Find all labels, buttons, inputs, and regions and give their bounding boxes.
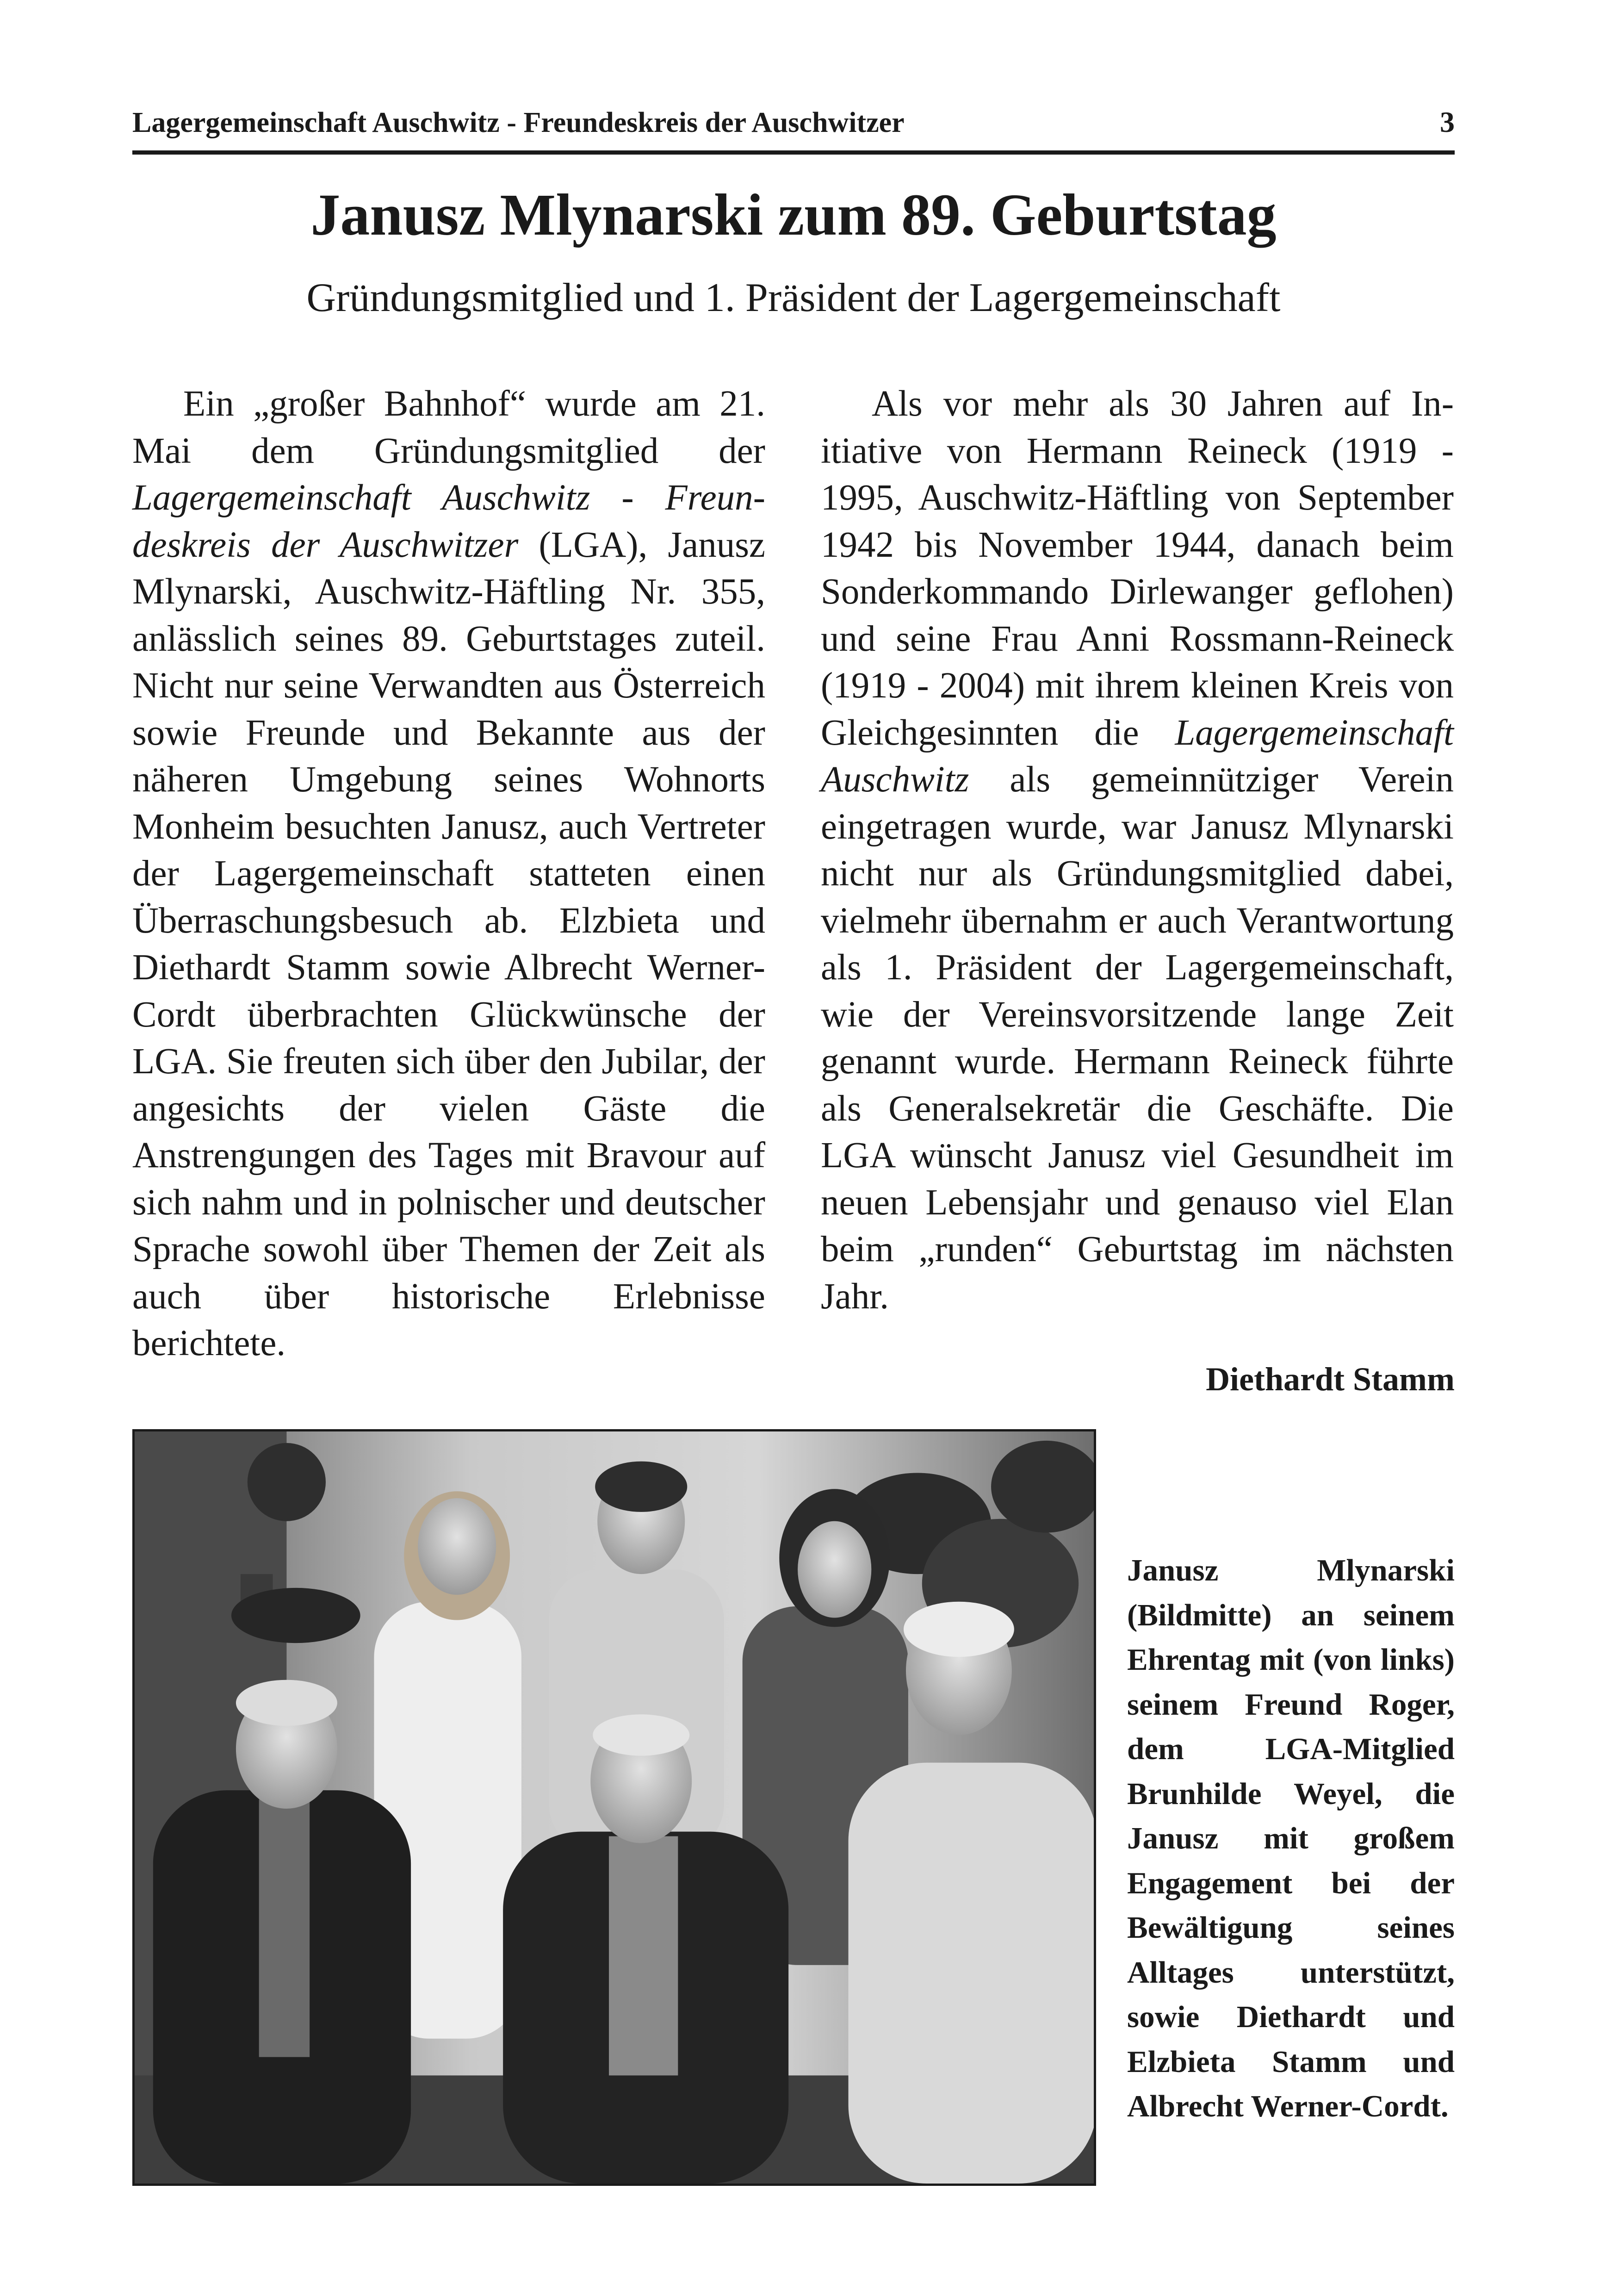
right-paragraph [821,380,1454,1320]
article-subtitle: Gründungsmitglied und 1. Präsident der Lagergemeinschaft [306,275,1281,320]
left-text-body: (LGA), Janusz Mlynarski, Auschwitz-Häftling Nr. 355, anlässlich seines 89. Geburtstages zuteil. Nicht nur seine Verwandten aus Österreich sowie Freunde und Bekannte aus der näheren Umgebung seines Wohnorts Monheim besuchten Janusz, auch Vertreter der Lagergemeinschaft statteten einen Überraschungsbesuch ab. Elzbieta und Diethardt Stamm sowie Albrecht Werner-Cordt überbrachten Glückwünsche der LGA. Sie freuten sich über den Jubilar, der angesichts der vielen Gäste die Anstrengungen des Tages mit Bravour auf sich nahm und in polnischer und deutscher Sprache sowohl über Themen der Zeit als auch über historische Erlebnisse berichtete. [132,524,765,1363]
left-paragraph [132,380,765,1367]
photo-caption: Janusz Mlynarski (Bildmitte) an seinem Ehrentag mit (von links) seinem Freund Roger, dem LGA-Mitglied Brunhilde Weyel, die Janusz mit großem Engagement bei der Bewältigung seines Alltages unterstützt, sowie Diethardt und Elzbieta Stamm und Albrecht Werner-Cordt. [1127,1553,1455,2123]
left-text-intro: Ein „großer Bahnhof“ wurde am 21. Mai dem Gründungsmitglied der [132,384,765,471]
running-header [132,100,1455,155]
article-author: Diethardt Stamm [1206,1361,1455,1398]
right-text-intro: Als vor mehr als 30 Jahren auf Initiative von Hermann Reineck (1919 - 1995, Auschwitz-Häftling von September 1942 bis November 1944, danach beim Sonderkommando Dirlewanger geflohen) und seine Frau Anni Rossmann-Reineck (1919 - 2004) mit ihrem kleinen Kreis von Gleichgesinnten die [821,384,1454,753]
left-org-name: Lagergemeinschaft Auschwitz - Freundeskreis der Auschwitzer [132,478,765,565]
article-column-left [132,380,765,1367]
right-text-body: als gemeinnütziger Verein eingetragen wurde, war Janusz Mlynarski nicht nur als Gründungsmitglied dabei, vielmehr übernahm er auch Verantwortung als 1. Präsident der Lagergemeinschaft, wie der Vereinsvorsitzende lange Zeit genannt wurde. Hermann Reineck führte als Generalsekretär die Geschäfte. Die LGA wünscht Janusz viel Gesundheit im neuen Lebensjahr und genauso viel Elan beim „runden“ Geburtstag im nächsten Jahr. [821,759,1454,1317]
running-header-title: Lagergemeinschaft Auschwitz - Freundeskreis der Auschwitzer [132,107,905,138]
article-column-right [821,380,1454,1320]
page-number: 3 [1440,106,1455,138]
group-photo-illustration [135,1431,1094,2184]
article-title: Janusz Mlynarski zum 89. Geburtstag [310,182,1277,248]
right-org-name: Lagergemeinschaft Auschwitz [821,712,1454,800]
group-photo [132,1429,1096,2186]
